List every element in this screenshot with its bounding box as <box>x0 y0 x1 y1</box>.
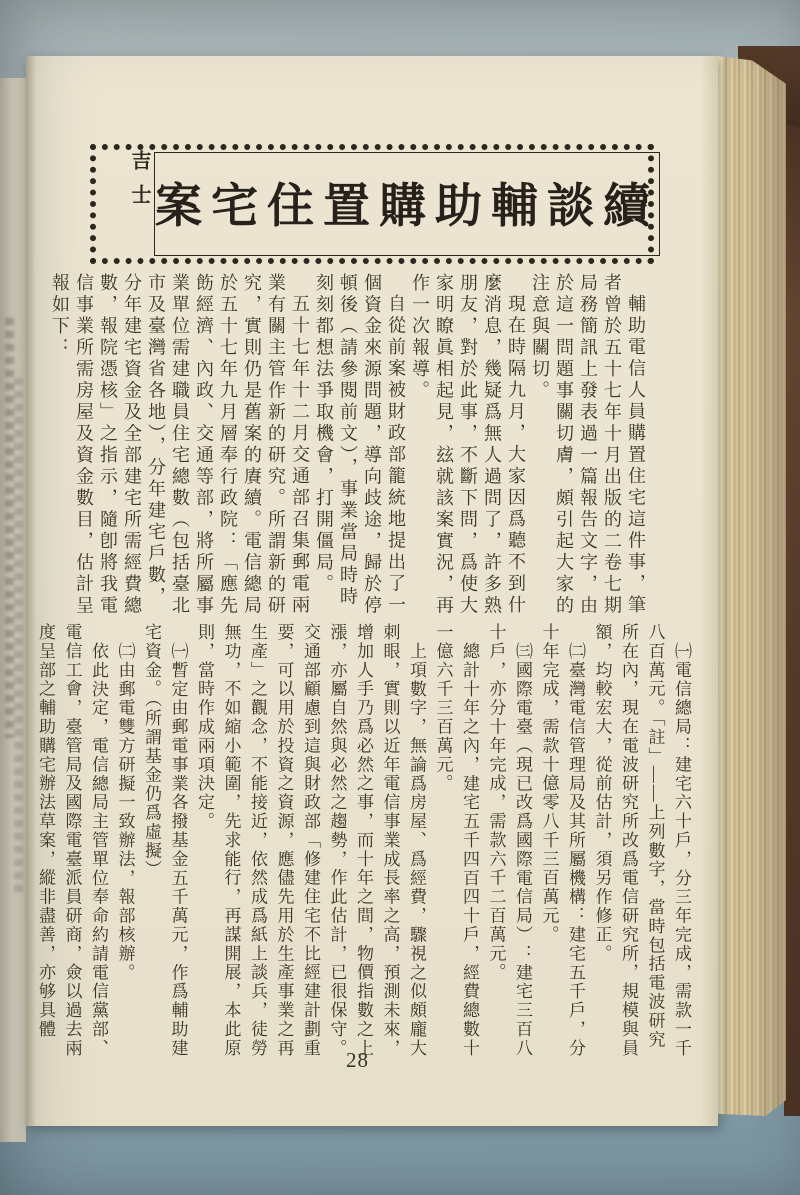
paragraph: 依此決定，電信總局主管單位奉命約請電信黨部、電信工會，臺管局及國際電臺派員研商，僉以過去兩度呈部之輔助購宅辦法草案，縱非盡善，亦够具體 <box>36 623 108 1058</box>
adjacent-page-edge <box>0 78 26 1142</box>
list-item: ㈡由郵電雙方研擬一致辦法，報部核辦。 <box>115 642 135 983</box>
paragraph: 上項數字，無論爲房屋、爲經費，驟視之似頗龐大刺眼，實則以近年電信事業成長率之高，預測未來，增加人手乃爲必然之事，而十年之間，物價指數之上漲，亦屬自然與必然之趨勢，作此估計，已很保守。交通部顧慮到這與財政部「修建住宅不比經建計劃重要，可以用於投資之資源，應儘先用於生產事業之再生產」之觀念，不能接近，依然成爲紙上談兵，徒勞無功，不如縮小範圍，先求能行，再謀開展，本此原則，當時作成兩項決定。 <box>195 623 426 1058</box>
list-item: ㈠電信總局：建宅六十戶，分三年完成，需款一千八百萬元。「註」——上列數字，當時包括電波研究所在內，現在電波研究所改爲電信研究所，規模與員額，均較宏大，從前估計，須另作修正。 <box>592 623 691 1058</box>
list-item: ㈢國際電臺（現已改爲國際電信局）：建宅三百八十戶，亦分十年完成，需款六千二百萬元。 <box>486 623 532 1058</box>
ghost-text-marks <box>5 318 14 738</box>
article-detail-section <box>30 623 694 1060</box>
headline-box <box>90 144 659 264</box>
paragraph: 輔助電信人員購置住宅這件事，筆者曾於五十七年十月出版的二卷七期局務簡訊上發表過一篇報告文字，由於這一問題事關切膚，頗引起大家的注意與關切。 <box>530 273 646 617</box>
author-name: 吉士 <box>128 150 150 218</box>
book-fore-edge <box>718 54 786 1116</box>
headline-inner-border <box>154 152 660 256</box>
article-intro-section <box>46 273 648 623</box>
ghost-text-marks <box>14 378 23 898</box>
list-item: ㈠暫定由郵電事業各撥基金五千萬元，作爲輔助建宅資金。（所謂基金仍爲虛擬） <box>142 623 188 1058</box>
paragraph: 五十七年十二月交通部召集郵電兩業有關主管作新的研究。所謂新的研究，實則仍是舊案的賡續。電信總局於五十七年九月層奉行政院：「應先飭經濟、內政、交通等部，將所屬事業單位需建職員住宅總數（包括臺北市及臺灣省各地），分年建宅戶數，分年建宅資金及全部建宅所需經費總數，報院憑核」之指示，隨卽將我電信事業所需房屋及資金數目，估計呈報如下： <box>50 273 310 617</box>
book-cover-edge <box>784 48 800 1116</box>
article-title: 案宅住置購助輔談續 <box>155 180 659 233</box>
paragraph: 自從前案被財政部籠統地提出了一個資金來源問題，導向歧途，歸於停頓後（請參閱前文），事業當局時時刻刻都想法爭取機會，打開僵局。 <box>314 273 406 617</box>
list-item: ㈡臺灣電信管理局及其所屬機構：建宅五千戶，分十年完成，需款十億零八千三百萬元。 <box>539 623 585 1058</box>
paragraph: 總計十年之內，建宅五千四百四十戶，經費總數十一億六千三百萬元。 <box>433 623 479 1058</box>
magazine-page <box>26 56 718 1126</box>
page-number: 28 <box>346 1048 369 1072</box>
paragraph: 現在時隔九月，大家因爲聽不到什麼消息，幾疑爲無人過問了，許多熟朋友，對於此事，不斷下問，爲使大家明瞭眞相起見，玆就該案實況，再作一次報導。 <box>410 273 526 617</box>
